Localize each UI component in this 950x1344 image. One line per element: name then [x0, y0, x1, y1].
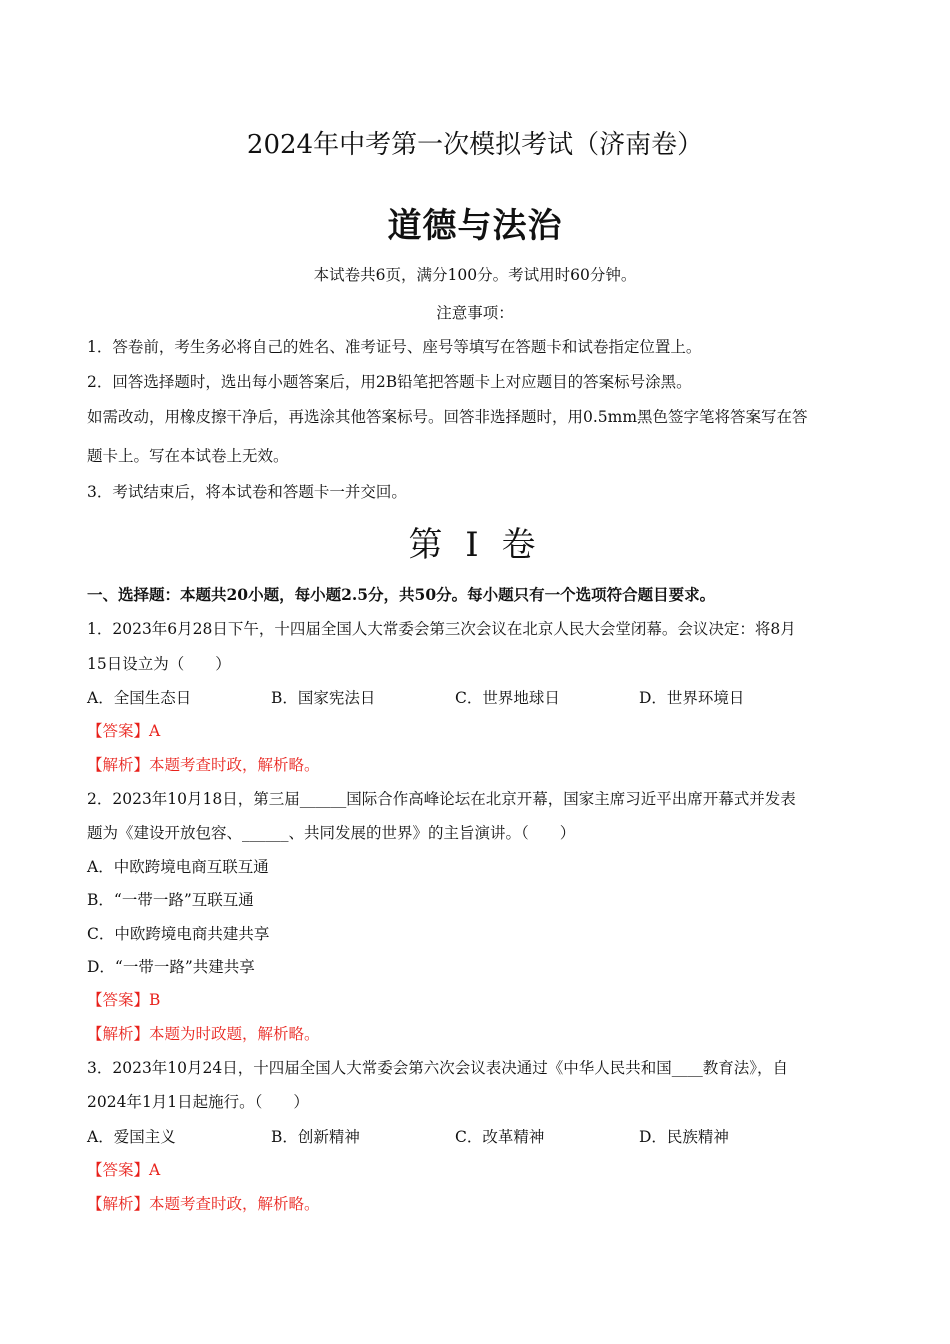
exam-title: 2024年中考第一次模拟考试（济南卷）: [246, 130, 704, 160]
notice-1: 1．答卷前，考生务必将自己的姓名、准考证号、座号等填写在答题卡和试卷指定位置上。: [87, 338, 702, 356]
q3-options: [87, 1125, 867, 1147]
q3-option-b: B．创新精神: [271, 1128, 360, 1146]
q2-stem-line1: 2．2023年10月18日，第三届______国际合作高峰论坛在北京开幕，国家主席习近平出席开幕式并发表: [87, 790, 796, 808]
q2-option-d: D．“一带一路”共建共享: [87, 958, 255, 976]
q3-answer: 【答案】A: [87, 1161, 161, 1179]
q3-analysis: 【解析】本题考查时政，解析略。: [87, 1195, 320, 1213]
notice-2-end: 题卡上。写在本试卷上无效。: [87, 447, 289, 465]
q3-stem-line2: 2024年1月1日起施行。（ ）: [87, 1093, 309, 1111]
q1-options: [87, 686, 867, 708]
q2-answer: 【答案】B: [87, 991, 161, 1009]
q2-option-a: A．中欧跨境电商互联互通: [87, 858, 269, 876]
q2-analysis: 【解析】本题为时政题，解析略。: [87, 1025, 320, 1043]
q2-option-b: B．“一带一路”互联互通: [87, 891, 254, 909]
notice-2: 2．回答选择题时，选出每小题答案后，用2B铅笔把答题卡上对应题目的答案标号涂黑。: [87, 373, 692, 391]
q1-analysis: 【解析】本题考查时政，解析略。: [87, 756, 320, 774]
q2-option-c: C．中欧跨境电商共建共享: [87, 925, 270, 943]
notice-3: 3．考试结束后，将本试卷和答题卡一并交回。: [87, 483, 407, 501]
volume-title: 第 I 卷: [408, 525, 542, 565]
section-title: 一、选择题：本题共20小题，每小题2.5分，共50分。每小题只有一个选项符合题目要求。: [87, 585, 716, 604]
q3-option-c: C．改革精神: [455, 1128, 545, 1146]
q1-stem-line2: 15日设立为（ ）: [87, 655, 231, 673]
exam-info: 本试卷共6页，满分100分。考试用时60分钟。: [313, 266, 637, 284]
q3-option-d: D．民族精神: [639, 1128, 729, 1146]
q1-stem-line1: 1．2023年6月28日下午，十四届全国人大常委会第三次会议在北京人民大会堂闭幕。会议决定：将8月: [87, 620, 796, 638]
q1-option-b: B．国家宪法日: [271, 689, 376, 707]
q1-answer: 【答案】A: [87, 722, 161, 740]
q1-option-a: A．全国生态日: [87, 689, 192, 707]
q1-option-d: D．世界环境日: [639, 689, 745, 707]
q1-option-c: C．世界地球日: [455, 689, 560, 707]
q2-stem-line2: 题为《建设开放包容、______、共同发展的世界》的主旨演讲。（ ）: [87, 824, 576, 842]
q3-option-a: A．爱国主义: [87, 1128, 176, 1146]
q3-stem-line1: 3．2023年10月24日，十四届全国人大常委会第六次会议表决通过《中华人民共和国____教育法》，自: [87, 1059, 789, 1077]
subject-title: 道德与法治: [387, 206, 563, 246]
notice-2-cont: 如需改动，用橡皮擦干净后，再选涂其他答案标号。回答非选择题时，用0.5mm黑色签字笔将答案写在答: [87, 408, 808, 426]
notice-title: 注意事项：: [436, 304, 514, 322]
